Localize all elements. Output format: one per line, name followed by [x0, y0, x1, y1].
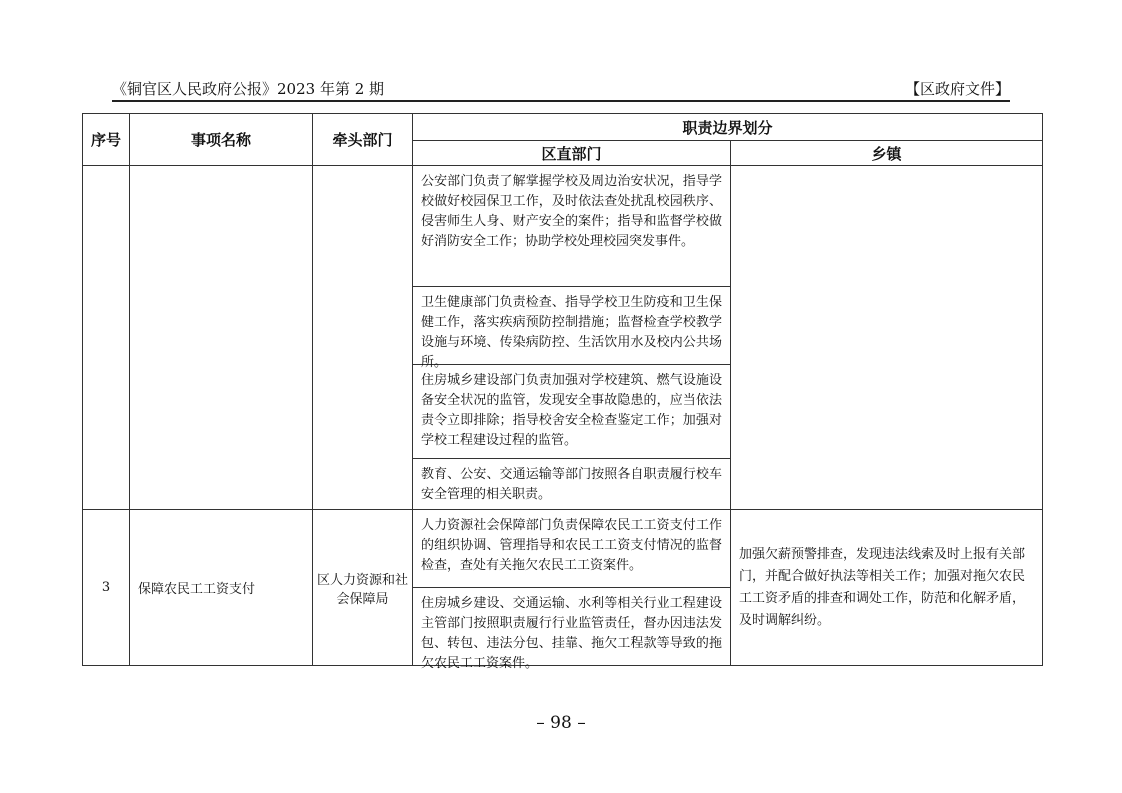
duty-hr: 人力资源社会保障部门负责保障农民工工资支付工作的组织协调、管理指导和农民工工资支付情况的监督检查，查处有关拖欠农民工工资案件。	[413, 510, 730, 588]
cell-item-continued	[130, 166, 313, 510]
duty-police: 公安部门负责了解掌握学校及周边治安状况，指导学校做好校园保卫工作，及时依法查处扰乱校园秩序、侵害师生人身、财产安全的案件；指导和监督学校做好消防安全工作；协助学校处理校园突发事件。	[413, 166, 730, 287]
cell-lead-continued	[313, 166, 413, 510]
cell-town: 加强欠薪预警排查，发现违法线索及时上报有关部门，并配合做好执法等相关工作；加强对拖欠农民工工资矛盾的排查和调处工作，防范和化解矛盾，及时调解纠纷。	[731, 510, 1043, 666]
table-row-continued	[83, 166, 1043, 510]
duty-construction: 住房城乡建设、交通运输、水利等相关行业工程建设主管部门按照职责履行行业监管责任，督办因违法发包、转包、违法分包、挂靠、拖欠工程款等导致的拖欠农民工工资案件。	[421, 596, 722, 671]
duty-housing: 住房城乡建设部门负责加强对学校建筑、燃气设施设备安全状况的监管，发现安全事故隐患的，应当依法责令立即排除；指导校舍安全检查鉴定工作；加强对学校工程建设过程的监管。	[413, 365, 730, 459]
column-header-boundary: 职责边界划分	[413, 114, 1043, 141]
cell-town-continued	[731, 166, 1043, 510]
cell-district-continued	[413, 166, 731, 510]
page-number: – 98 –	[536, 713, 586, 733]
cell-no: 3	[83, 510, 130, 666]
cell-item: 保障农民工工资支付	[130, 510, 313, 666]
cell-no-continued	[83, 166, 130, 510]
column-header-town: 乡镇	[731, 141, 1043, 166]
table-row	[83, 510, 1043, 666]
column-header-no: 序号	[83, 114, 130, 166]
responsibility-table	[82, 113, 1043, 671]
column-header-item: 事项名称	[130, 114, 313, 166]
page-header	[112, 76, 1010, 102]
cell-district	[413, 510, 731, 671]
column-header-district: 区直部门	[413, 141, 731, 166]
column-header-lead: 牵头部门	[313, 114, 413, 166]
section-label: 【区政府文件】	[904, 80, 1010, 98]
duty-health: 卫生健康部门负责检查、指导学校卫生防疫和卫生保健工作，落实疾病预防控制措施；监督检查学校教学设施与环境、传染病防控、生活饮用水及校内公共场所。	[413, 287, 730, 365]
cell-lead: 区人力资源和社会保障局	[313, 510, 413, 666]
duty-school-bus: 教育、公安、交通运输等部门按照各自职责履行校车安全管理的相关职责。	[421, 467, 722, 502]
publication-title: 《铜官区人民政府公报》2023 年第 2 期	[112, 80, 385, 98]
